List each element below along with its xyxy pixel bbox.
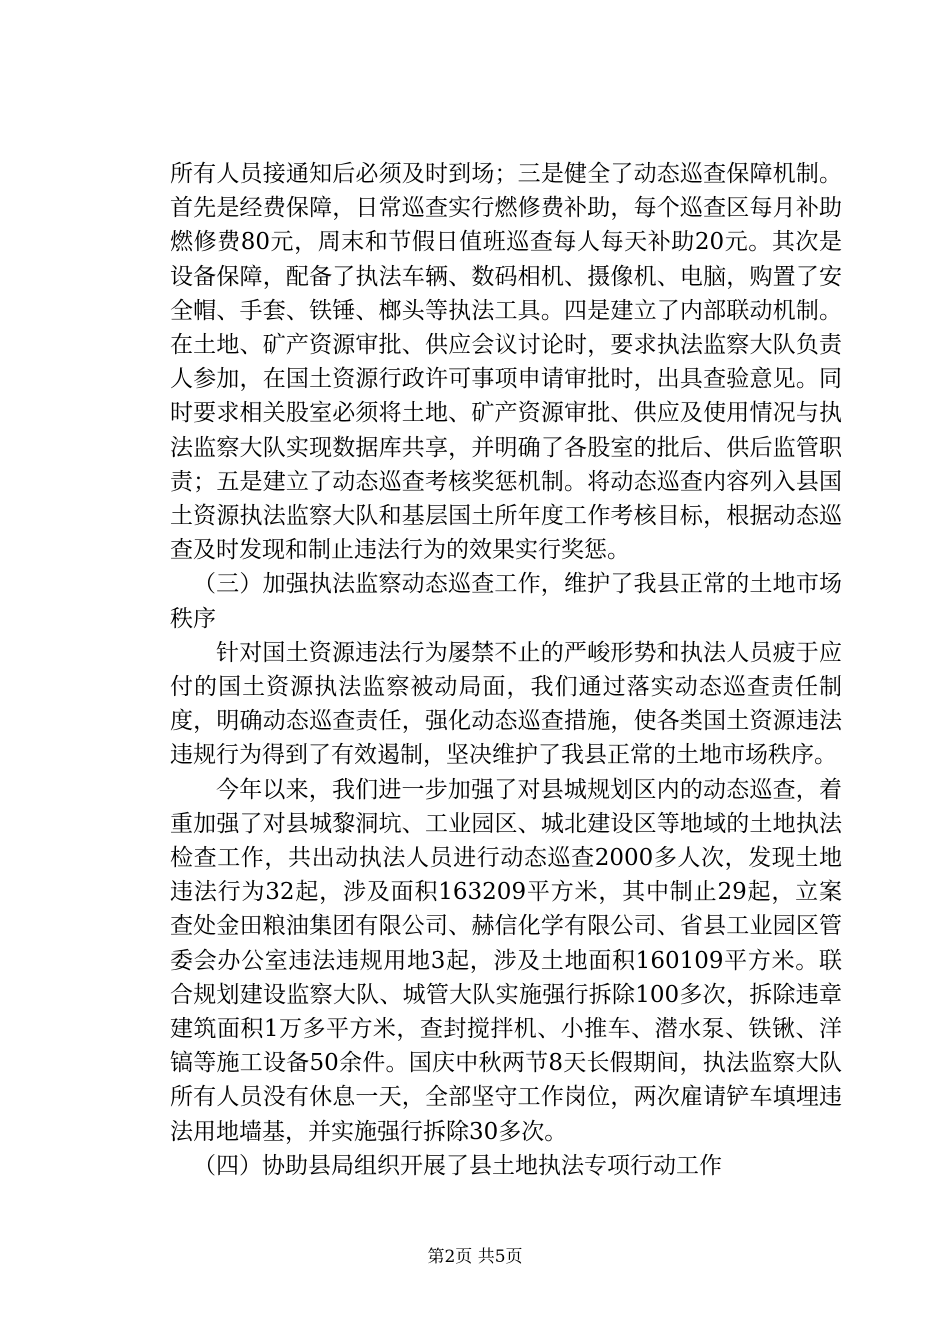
section-heading-3: （三）加强执法监察动态巡查工作，维护了我县正常的土地市场秩序 <box>170 571 842 632</box>
paragraph-continuation: 所有人员接通知后必须及时到场；三是健全了动态巡查保障机制。首先是经费保障，日常巡查实行燃修费补助，每个巡查区每月补助燃修费80元，周末和节假日值班巡查每人每天补助20元。其次是设备保障，配备了执法车辆、数码相机、摄像机、电脑，购置了安全帽、手套、铁锤、榔头等执法工具。四是建立了内部联动机制。在土地、矿产资源审批、供应会议讨论时，要求执法监察大队负责人参加，在国土资源行政许可事项申请审批时，出具查验意见。同时要求相关股室必须将土地、矿产资源审批、供应及使用情况与执法监察大队实现数据库共享，并明确了各股室的批后、供后监管职责；五是建立了动态巡查考核奖惩机制。将动态巡查内容列入县国土资源执法监察大队和基层国土所年度工作考核目标，根据动态巡查及时发现和制止违法行为的效果实行奖惩。 <box>170 161 842 564</box>
page-footer: 第2页 共5页 <box>427 1247 523 1267</box>
section-heading-4: （四）协助县局组织开展了县土地执法专项行动工作 <box>193 1152 722 1179</box>
paragraph-enforcement-stats: 今年以来，我们进一步加强了对县城规划区内的动态巡查，着重加强了对县城黎洞坑、工业园区、城北建设区等地域的土地执法检查工作，共出动执法人员进行动态巡查2000多人次，发现土地违法行为32起，涉及面积163209平方米，其中制止29起，立案查处金田粮油集团有限公司、赫信化学有限公司、省县工业园区管委会办公室违法违规用地3起，涉及土地面积160109平方米。联合规划建设监察大队、城管大队实施强行拆除100多次，拆除违章建筑面积1万多平方米，查封搅拌机、小推车、潜水泵、铁锹、洋镐等施工设备50余件。国庆中秋两节8天长假期间，执法监察大队所有人员没有休息一天，全部坚守工作岗位，两次雇请铲车填埋违法用地墙基，并实施强行拆除30多次。 <box>170 776 842 1145</box>
document-body <box>170 157 842 1183</box>
paragraph-enforcement-overview: 针对国土资源违法行为屡禁不止的严峻形势和执法人员疲于应付的国土资源执法监察被动局面，我们通过落实动态巡查责任制度，明确动态巡查责任，强化动态巡查措施，使各类国土资源违法违规行为得到了有效遏制，坚决维护了我县正常的土地市场秩序。 <box>170 639 842 769</box>
